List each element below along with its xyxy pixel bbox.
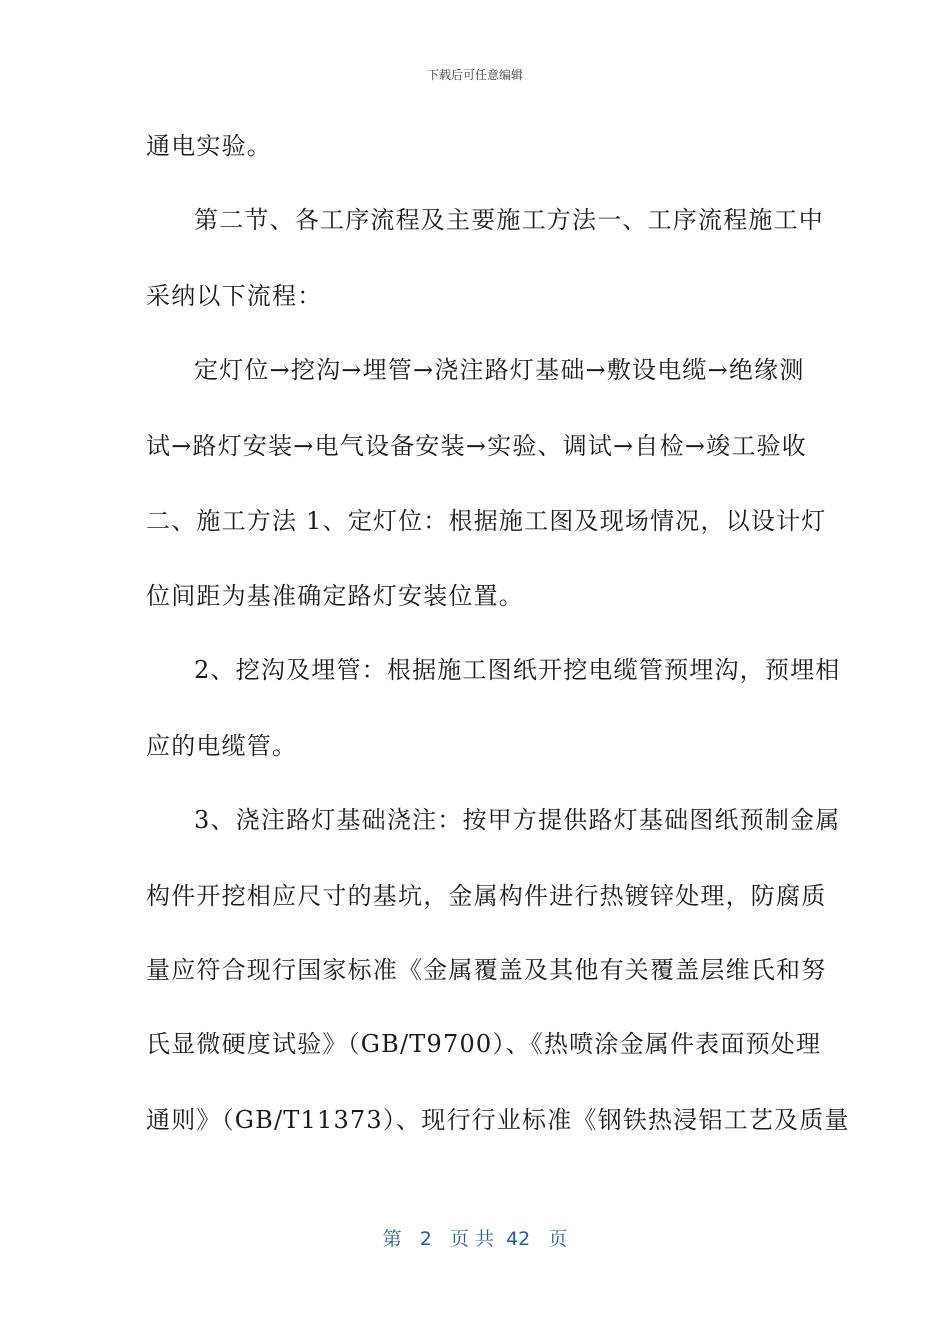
body-line: 第二节、各工序流程及主要施工方法一、工序流程施工中 [194, 206, 824, 234]
footer-label-of: 页 共 [449, 1228, 494, 1250]
current-page-number: 2 [419, 1228, 432, 1250]
page-footer [0, 1224, 950, 1251]
body-line: 氏显微硬度试验》（GB/T9700）、《热喷涂金属件表面预处理 [146, 1030, 822, 1058]
body-line: 3、浇注路灯基础浇注：按甲方提供路灯基础图纸预制金属 [194, 806, 841, 834]
body-line: 应的电缆管。 [146, 732, 298, 760]
page-header: 下载后可任意编辑 [426, 68, 523, 82]
body-line: 位间距为基准确定路灯安装位置。 [146, 582, 524, 610]
body-line: 定灯位→挖沟→埋管→浇注路灯基础→敷设电缆→绝缘测 [194, 356, 805, 384]
body-line: 采纳以下流程： [146, 282, 323, 310]
total-pages-number: 42 [506, 1228, 531, 1250]
body-line: 试→路灯安装→电气设备安装→实验、调试→自检→竣工验收 [146, 432, 807, 460]
body-line: 通则》（GB/T11373）、现行行业标准《钢铁热浸铝工艺及质量 [146, 1106, 850, 1134]
body-line: 量应符合现行国家标准《金属覆盖及其他有关覆盖层维氏和努 [146, 956, 827, 984]
footer-label-page: 第 [382, 1228, 402, 1250]
body-line: 2、挖沟及埋管：根据施工图纸开挖电缆管预埋沟，预埋相 [194, 656, 841, 684]
body-line: 二、施工方法 1、定灯位：根据施工图及现场情况，以设计灯 [146, 507, 827, 535]
footer-label-pages: 页 [548, 1228, 568, 1250]
body-line: 构件开挖相应尺寸的基坑，金属构件进行热镀锌处理，防腐质 [146, 882, 827, 910]
body-line: 通电实验。 [146, 132, 272, 160]
